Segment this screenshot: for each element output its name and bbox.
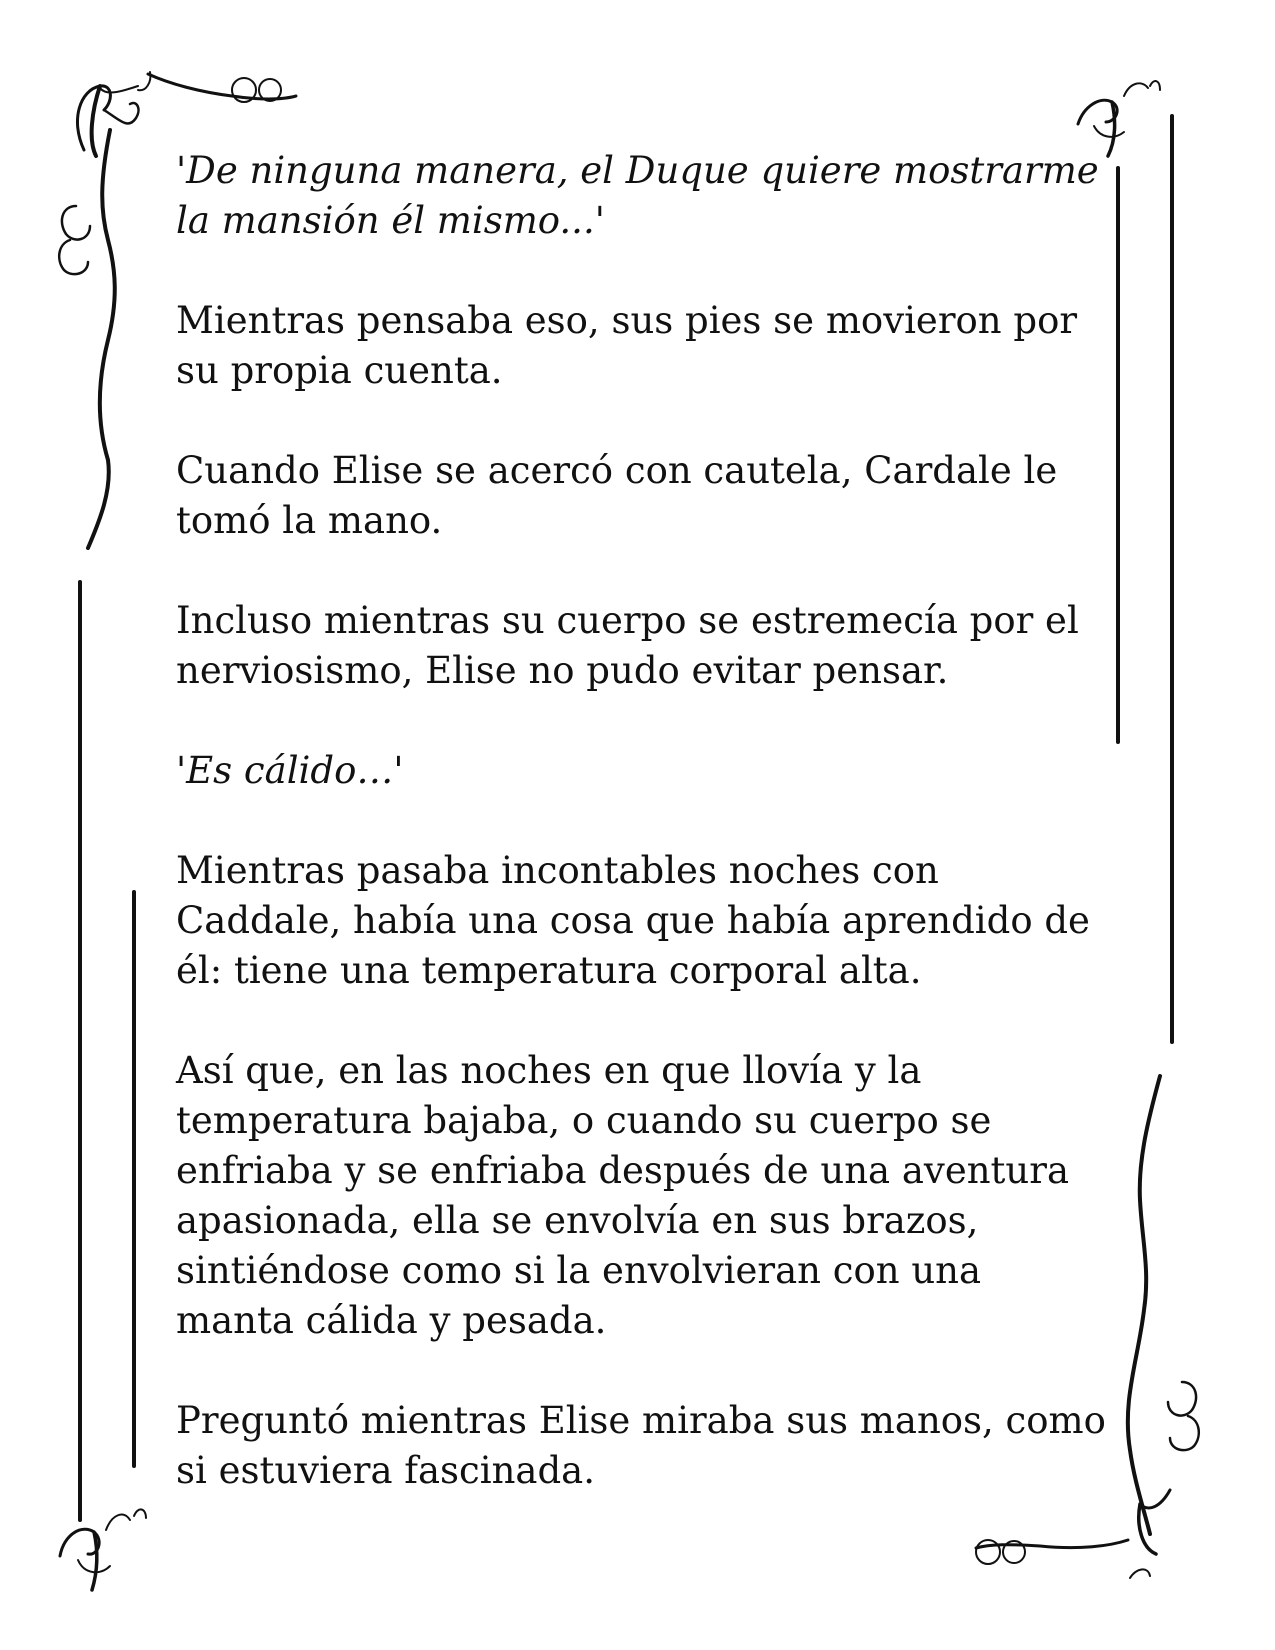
paragraph-3: Cuando Elise se acercó con cautela, Cardale le tomó la mano. [176,449,1058,542]
bottom-left-flourish-icon [60,1509,146,1590]
top-right-flourish-icon [1078,81,1160,156]
paragraph-thought-1: 'De ninguna manera, el Duque quiere mostrarme la mansión él mismo...' [176,149,1099,242]
paragraph-6: Mientras pasaba incontables noches con Caddale, había una cosa que había aprendido de él: tiene una temperatura corporal alta. [176,849,1090,992]
paragraph-7: Así que, en las noches en que llovía y la temperatura bajaba, o cuando su cuerpo se enfriaba y se enfriaba después de una aventura apasionada, ella se envolvía en sus brazos, sintiéndose como si la envolvieran con una manta cálida y pesada. [176,1049,1070,1342]
paragraph-4: Incluso mientras su cuerpo se estremecía por el nerviosismo, Elise no pudo evitar pensar. [176,599,1079,692]
paragraph-2: Mientras pensaba eso, sus pies se movieron por su propia cuenta. [176,299,1078,392]
paragraph-8: Preguntó mientras Elise miraba sus manos, como si estuviera fascinada. [176,1399,1106,1492]
paragraph-thought-5: 'Es cálido…' [176,749,404,792]
story-text [176,146,1106,1496]
